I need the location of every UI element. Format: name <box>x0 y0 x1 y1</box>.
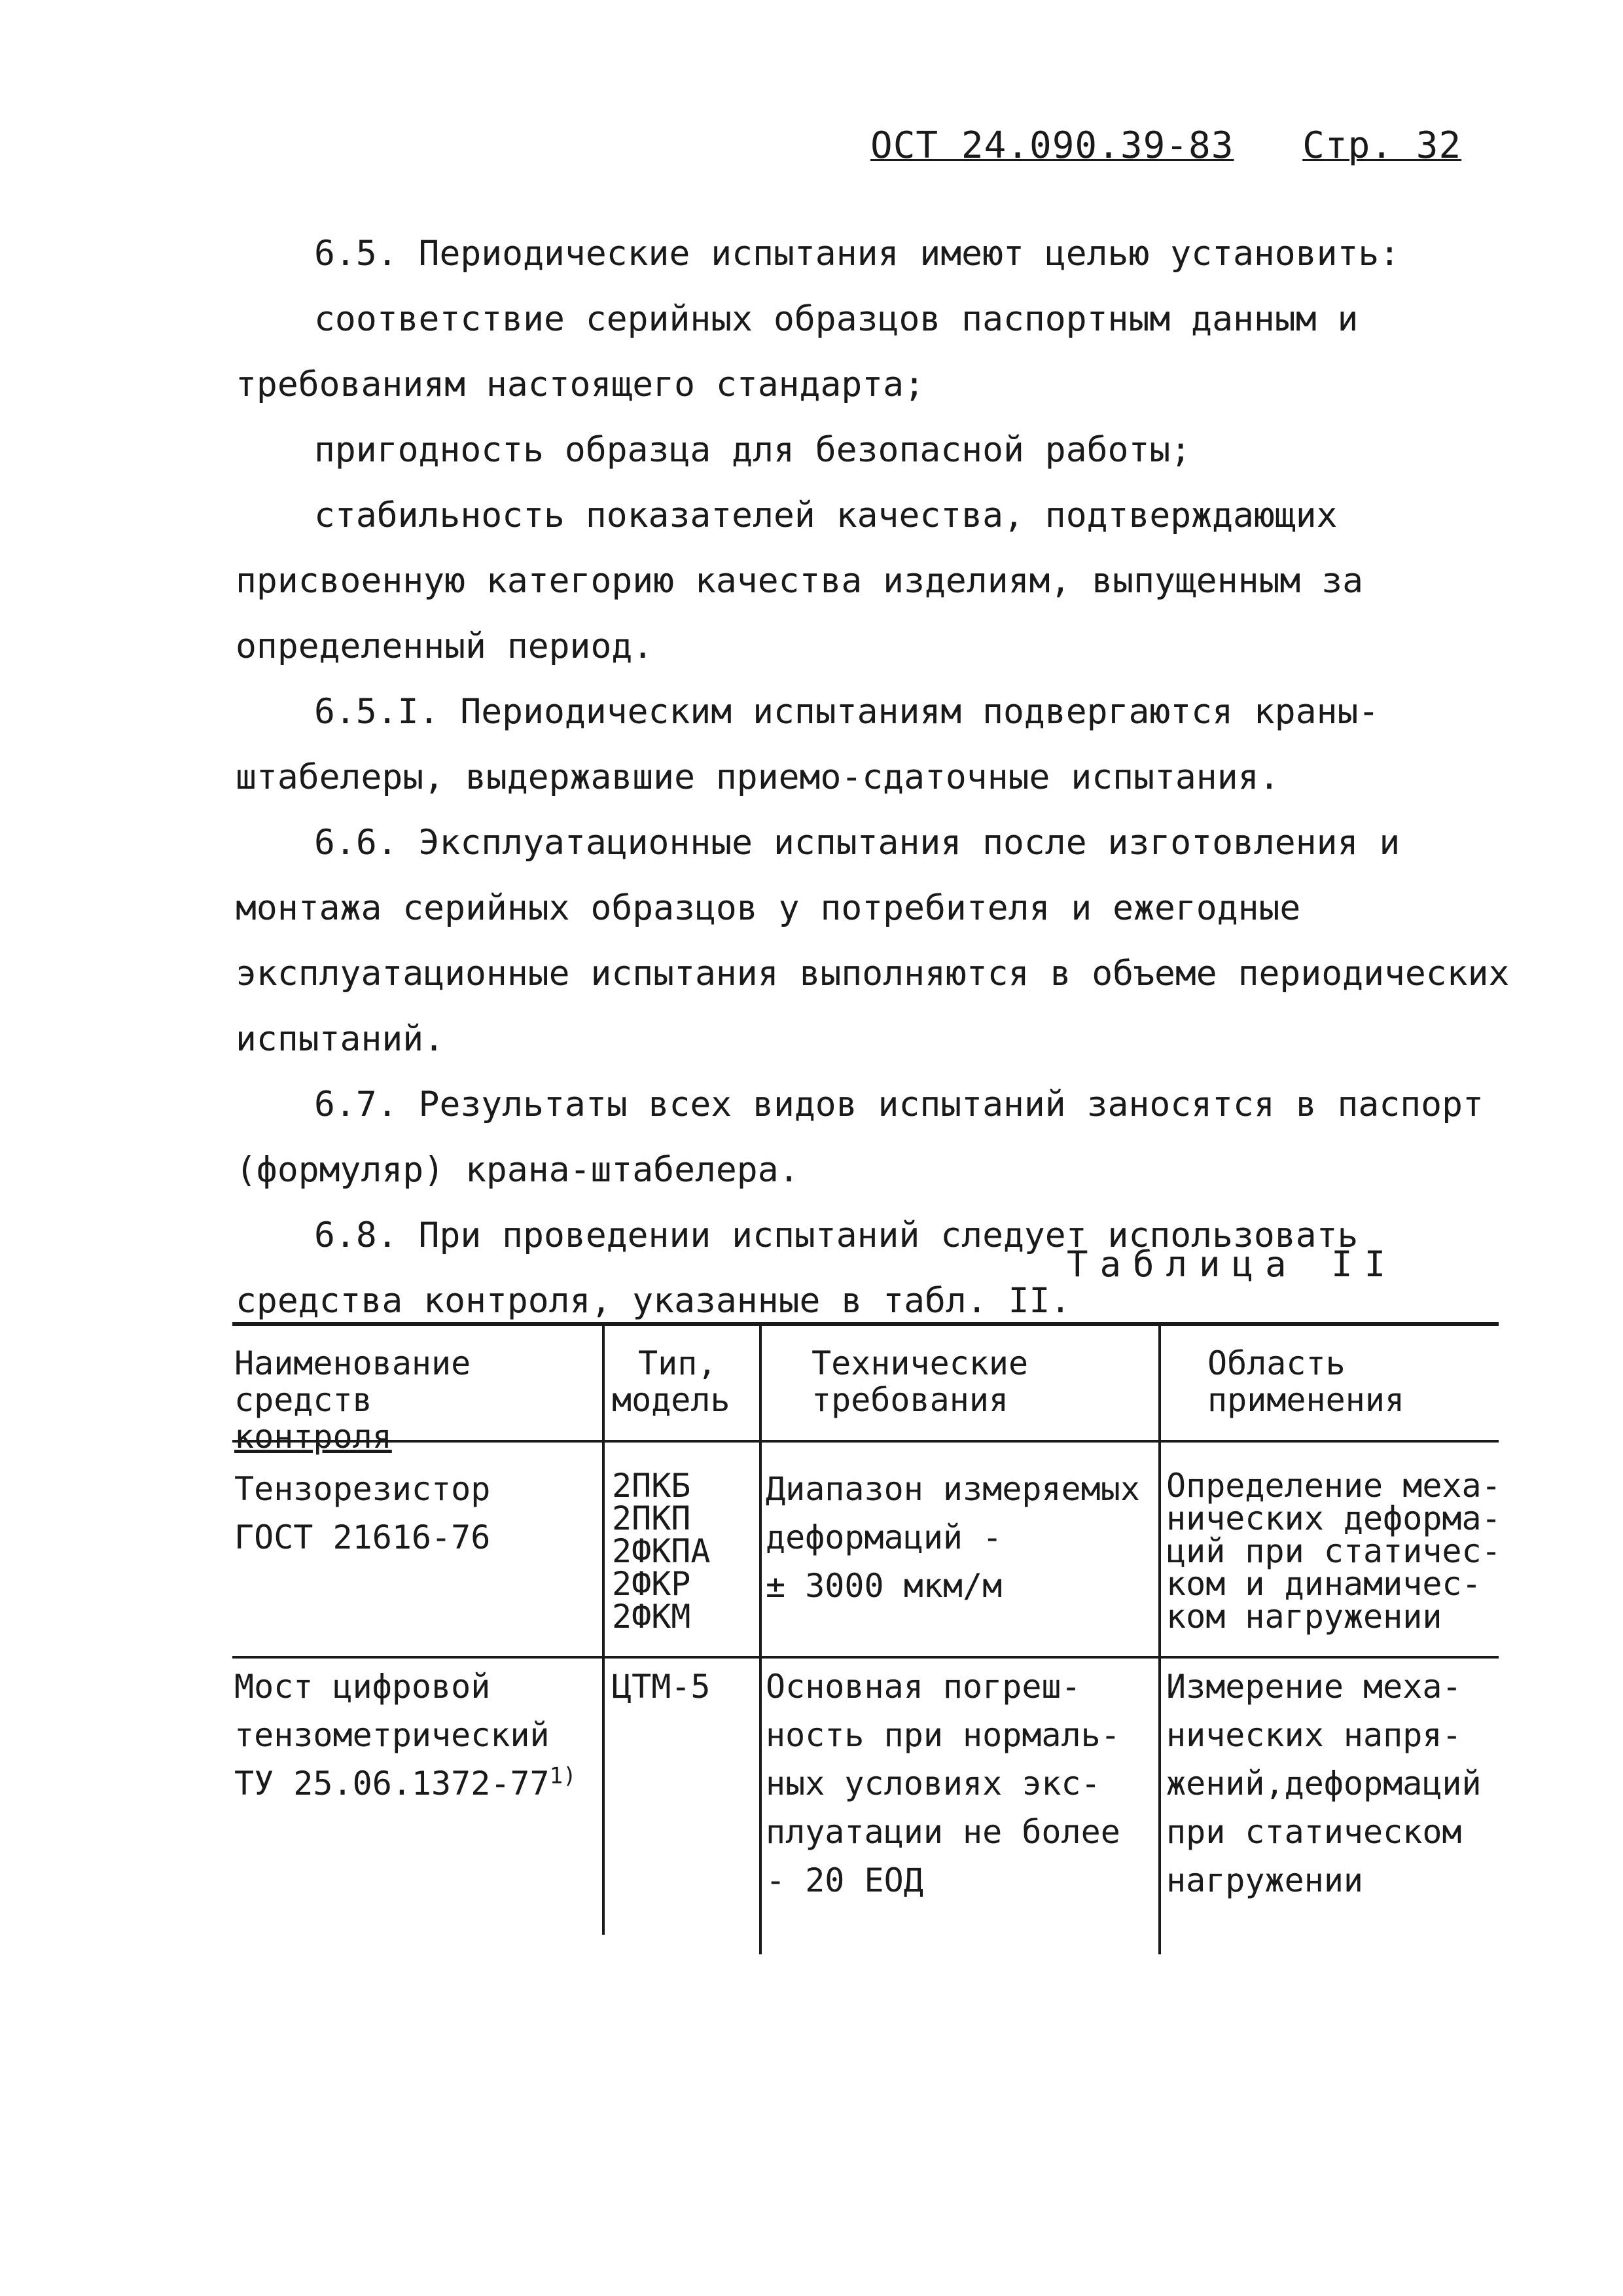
table-cell-name: Тензорезистор ГОСТ 21616-76 <box>234 1470 491 1556</box>
table-header-application: Область применения <box>1207 1344 1405 1419</box>
table-column-divider <box>602 1326 605 1935</box>
table-cell-name: Мост цифровой тензометрический ТУ 25.06.1372-77$^{1)}$ <box>234 1668 577 1803</box>
table-header-requirements: Технические требования <box>812 1344 1029 1419</box>
paragraph: 6.5. Периодические испытания имеют целью установить: <box>314 234 1400 274</box>
table-cell-requirements: Диапазон измеряемых деформаций - ± 3000 мкм/м <box>766 1470 1140 1605</box>
table-cell-application: Определение меха- нических деформа- ций при статичес- ком и динамичес- ком нагружении <box>1166 1467 1501 1636</box>
paragraph: 6.5.I. Периодическим испытаниям подвергаются краны-штабелеры, выдержавшие приемо-сдаточные испытания. <box>236 692 1380 797</box>
paragraph: соответствие серийных образцов паспортным данным и требованиям настоящего стандарта; <box>236 299 1359 404</box>
page-header <box>870 124 1461 167</box>
document-code: ОСТ 24.090.39-83 <box>870 124 1234 167</box>
footnote-marker: 1) <box>549 1763 577 1789</box>
table-column-divider <box>1158 1326 1161 1954</box>
paragraph: 6.8. При проведении испытаний следует использовать средства контроля, указанные в табл. II. <box>236 1215 1359 1321</box>
paragraph: 6.6. Эксплуатационные испытания после изготовления и монтажа серийных образцов у потребителя и ежегодные эксплуатационные испытания выполняются в объеме периодических испытаний. <box>236 823 1510 1059</box>
table-cell-models: 2ПКБ 2ПКП 2ФКПА 2ФКР 2ФКМ <box>612 1467 711 1636</box>
paragraph: пригодность образца для безопасной работы; <box>314 430 1192 470</box>
table-header-name: Наименование средств контроля <box>234 1344 471 1456</box>
paragraph: 6.7. Результаты всех видов испытаний заносятся в паспорт (формуляр) крана-штабелера. <box>236 1085 1484 1190</box>
table-row-rule <box>232 1656 1499 1659</box>
table-header-type: Тип, модель <box>612 1344 730 1419</box>
table-top-rule <box>232 1322 1499 1326</box>
page-number: Стр. 32 <box>1302 124 1462 167</box>
table-caption: Таблица II <box>1067 1244 1398 1285</box>
paragraph: стабильность показателей качества, подтверждающих присвоенную категорию качества изделиям, выпущенным за определенный период. <box>236 495 1364 666</box>
body-text <box>236 221 1544 1334</box>
table-cell-application: Измерение меха- нических напря- жений,деформаций при статическом нагружении <box>1166 1668 1482 1899</box>
table-cell-models: ЦТМ-5 <box>612 1668 711 1706</box>
table-cell-requirements: Основная погреш- ность при нормаль- ных условиях экс- плуатации не более - 20 ЕОД <box>766 1668 1120 1899</box>
table-column-divider <box>759 1326 762 1954</box>
